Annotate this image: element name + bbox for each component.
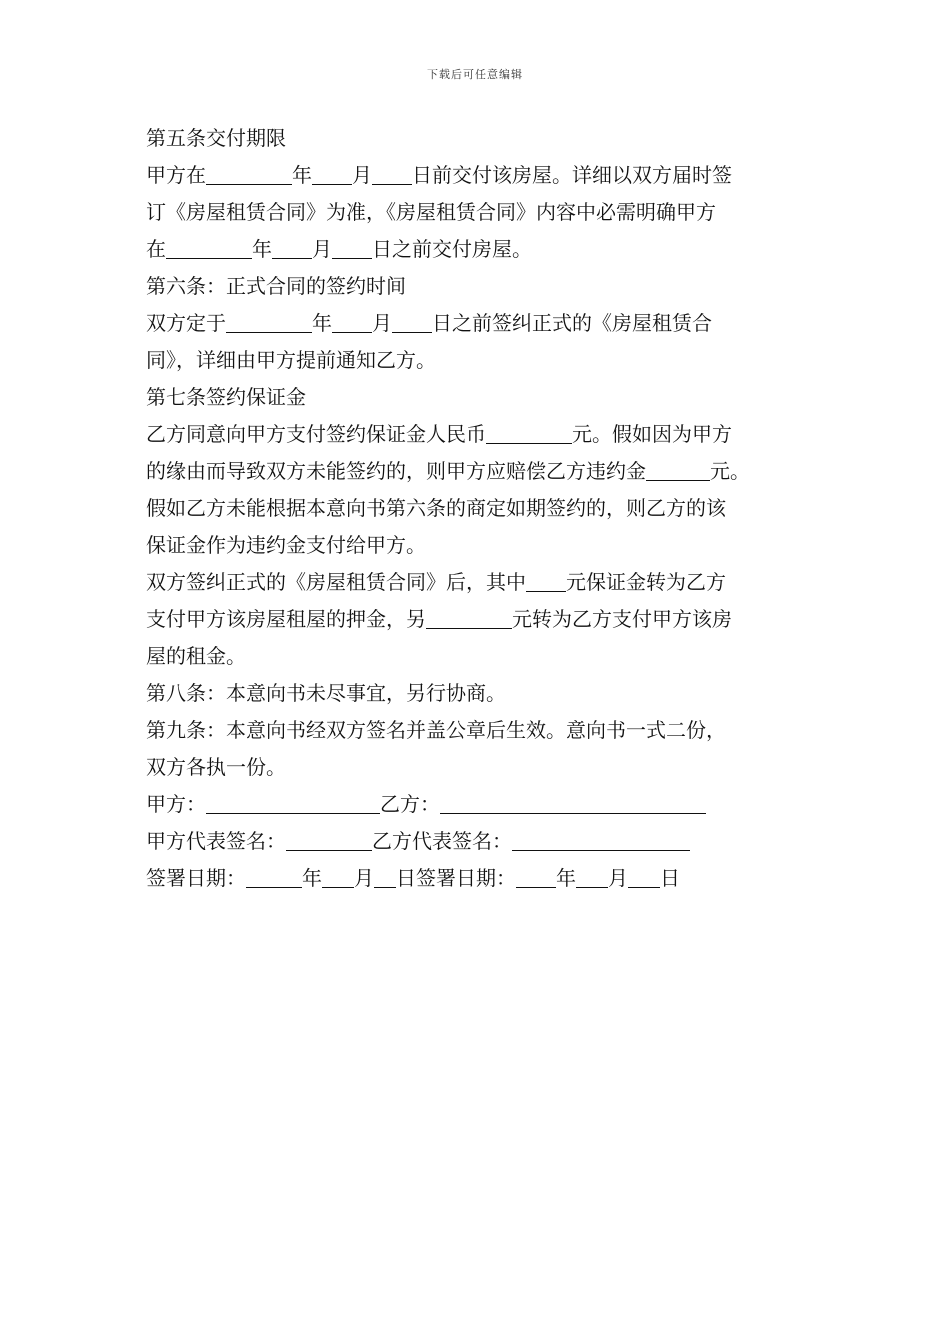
month-blank[interactable] (576, 865, 608, 888)
article-5-line-1: 甲方在 年 月 日前交付该房屋。详细以双方届时签 (146, 163, 732, 187)
day-blank[interactable] (392, 310, 432, 333)
security-deposit-blank[interactable] (526, 569, 566, 592)
month-blank[interactable] (312, 162, 352, 185)
parties-line: 甲方： 乙方： (146, 786, 826, 823)
page-header-note: 下载后可任意编辑 (427, 68, 523, 81)
article-5-title: 第五条交付期限 (146, 126, 286, 150)
article-7-line-3: 假如乙方未能根据本意向书第六条的商定如期签约的，则乙方的该 (146, 496, 726, 520)
article-7-line-6: 支付甲方该房屋租屋的押金，另 元转为乙方支付甲方该房 (146, 607, 732, 631)
day-blank[interactable] (332, 236, 372, 259)
article-7-line-5: 双方签纠正式的《房屋租赁合同》后，其中 元保证金转为乙方 (146, 570, 726, 594)
article-7-line-7: 屋的租金。 (146, 644, 246, 668)
article-5-line-3: 在 年 月 日之前交付房屋。 (146, 237, 532, 261)
month-blank[interactable] (272, 236, 312, 259)
deposit-amount-blank[interactable] (486, 421, 572, 444)
year-blank[interactable] (206, 162, 292, 185)
rent-amount-blank[interactable] (426, 606, 512, 629)
party-a-rep-signature-blank[interactable] (286, 828, 372, 851)
day-blank[interactable] (372, 162, 412, 185)
article-6-line-2: 同》，详细由甲方提前通知乙方。 (146, 348, 436, 372)
article-7-title: 第七条签约保证金 (146, 385, 306, 409)
party-b-rep-signature-blank[interactable] (512, 828, 690, 851)
representatives-line: 甲方代表签名： 乙方代表签名： (146, 823, 826, 860)
article-6-title: 第六条：正式合同的签约时间 (146, 274, 406, 298)
article-7-line-2: 的缘由而导致双方未能签约的，则甲方应赔偿乙方违约金 元。 (146, 459, 750, 483)
article-8: 第八条：本意向书未尽事宜，另行协商。 (146, 681, 506, 705)
document-body (146, 120, 826, 897)
article-5-line-2: 订《房屋租赁合同》为准，《房屋租赁合同》内容中必需明确甲方 (146, 200, 716, 224)
party-a-blank[interactable] (206, 791, 380, 814)
article-7-line-1: 乙方同意向甲方支付签约保证金人民币 元。假如因为甲方 (146, 422, 732, 446)
party-b-blank[interactable] (440, 791, 706, 814)
day-blank[interactable] (628, 865, 660, 888)
month-blank[interactable] (332, 310, 372, 333)
signing-date-line: 签署日期： 年 月 日签署日期： 年 月 日 (146, 866, 680, 890)
month-blank[interactable] (322, 865, 354, 888)
penalty-amount-blank[interactable] (646, 458, 710, 481)
article-9-line-2: 双方各执一份。 (146, 755, 286, 779)
article-6-line-1: 双方定于 年 月 日之前签纠正式的《房屋租赁合 (146, 311, 712, 335)
year-blank[interactable] (166, 236, 252, 259)
year-blank[interactable] (226, 310, 312, 333)
year-blank[interactable] (246, 865, 302, 888)
year-blank[interactable] (516, 865, 556, 888)
article-7-line-4: 保证金作为违约金支付给甲方。 (146, 533, 426, 557)
day-blank[interactable] (374, 865, 396, 888)
article-9-line-1: 第九条：本意向书经双方签名并盖公章后生效。意向书一式二份， (146, 718, 726, 742)
